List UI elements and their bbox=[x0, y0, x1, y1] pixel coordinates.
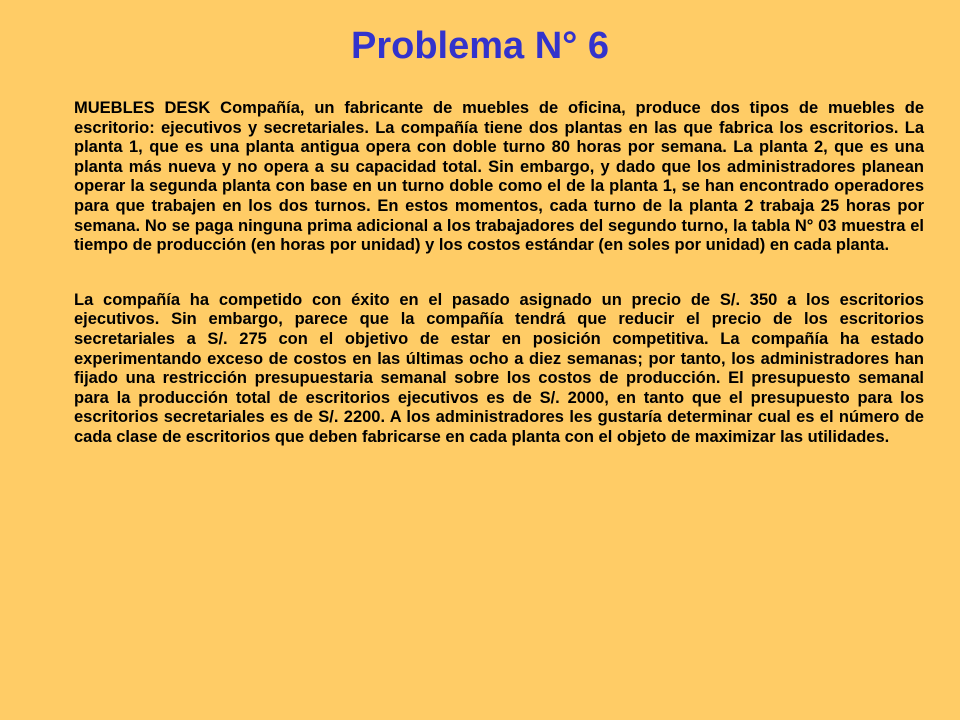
slide-body bbox=[74, 99, 924, 448]
problem-paragraph-1: MUEBLES DESK Compañía, un fabricante de muebles de oficina, produce dos tipos de muebles de escritorio: ejecutivos y secretariales. La compañía tiene dos plantas en las que fabrica los escritorios. La planta 1, que es una planta antigua opera con doble turno 80 horas por semana. La planta 2, que es una planta más nueva y no opera a su capacidad total. Sin embargo, y dado que los administradores planean operar la segunda planta con base en un turno doble como el de la planta 1, se han encontrado operadores para que trabajen en los dos turnos. En estos momentos, cada turno de la planta 2 trabaja 25 horas por semana. No se paga ninguna prima adicional a los trabajadores del segundo turno, la tabla N° 03 muestra el tiempo de producción (en horas por unidad) y los costos estándar (en soles por unidad) en cada planta. bbox=[74, 99, 924, 255]
problem-paragraph-2: La compañía ha competido con éxito en el pasado asignado un precio de S/. 350 a los escritorios ejecutivos. Sin embargo, parece que la compañía tendrá que reducir el precio de los escritorios secretariales a S/. 275 con el objetivo de estar en posición competitiva. La compañía ha estado experimentando exceso de costos en las últimas ocho a diez semanas; por tanto, los administradores han fijado una restricción presupuestaria semanal sobre los costos de producción. El presupuesto semanal para la producción total de escritorios ejecutivos es de S/. 2000, en tanto que el presupuesto para los escritorios secretariales es de S/. 2200. A los administradores les gustaría determinar cual es el número de cada clase de escritorios que deben fabricarse en cada planta con el objeto de maximizar las utilidades. bbox=[74, 290, 924, 446]
slide-title: Problema N° 6 bbox=[350, 25, 610, 67]
